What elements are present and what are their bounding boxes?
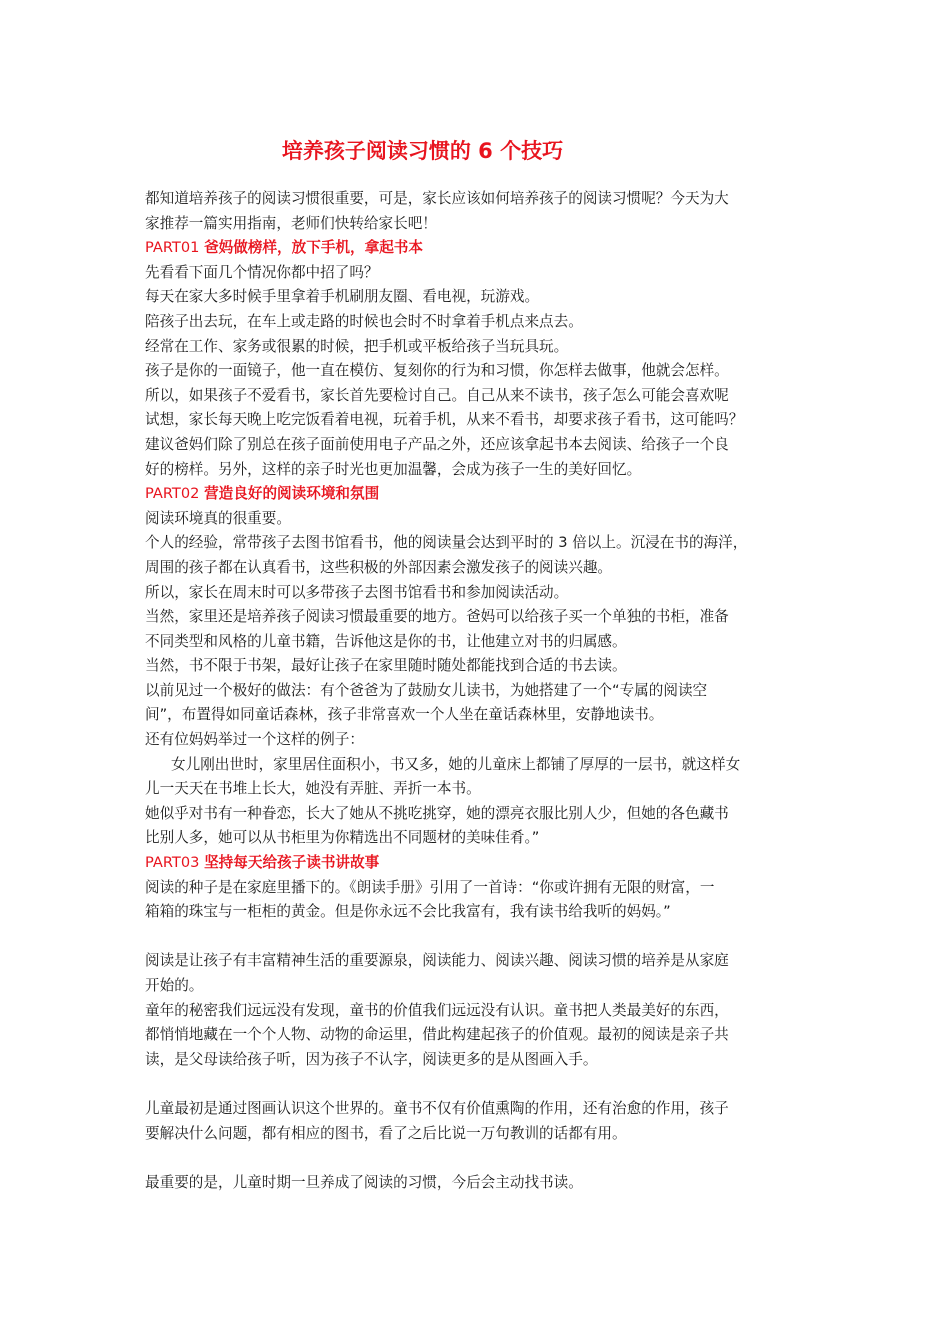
paragraph-line: 个人的经验，常带孩子去图书馆看书，他的阅读量会达到平时的 3 倍以上。沉浸在书的海洋， xyxy=(145,534,748,552)
paragraph-line: 所以，如果孩子不爱看书，家长首先要检讨自己。自己从来不读书，孩子怎么可能会喜欢呢 xyxy=(145,386,729,404)
blank-line xyxy=(145,1146,820,1171)
paragraph-line: 先看看下面几个情况你都中招了吗？ xyxy=(145,263,379,281)
blank-line xyxy=(145,1072,820,1097)
paragraph-line: 建议爸妈们除了别总在孩子面前使用电子产品之外，还应该拿起书本去阅读、给孩子一个良 xyxy=(145,435,729,453)
quote-line: 儿一天天在书堆上长大，她没有弄脏、弄折一本书。 xyxy=(145,780,481,798)
section-heading-part01 xyxy=(145,236,820,261)
paragraph-line: 童年的秘密我们远远没有发现，童书的价值我们远远没有认识。童书把人类最美好的东西， xyxy=(145,1001,729,1019)
paragraph-line: 箱箱的珠宝与一柜柜的黄金。但是你永远不会比我富有，我有读书给我听的妈妈。” xyxy=(145,903,671,921)
paragraph-line: 所以，家长在周末时可以多带孩子去图书馆看书和参加阅读活动。 xyxy=(145,583,569,601)
section-title: 爸妈做榜样，放下手机，拿起书本 xyxy=(204,239,423,257)
paragraph-line: 陪孩子出去玩，在车上或走路的时候也会时不时拿着手机点来点去。 xyxy=(145,312,583,330)
paragraph-line: 试想，家长每天晚上吃完饭看着电视，玩着手机，从来不看书，却要求孩子看书，这可能吗？ xyxy=(145,411,744,429)
paragraph-line: 儿童最初是通过图画认识这个世界的。童书不仅有价值熏陶的作用，还有治愈的作用，孩子 xyxy=(145,1099,729,1117)
intro-line: 家推荐一篇实用指南，老师们快转给家长吧！ xyxy=(145,214,437,232)
quote-line: 她似乎对书有一种眷恋，长大了她从不挑吃挑穿，她的漂亮衣服比别人少，但她的各色藏书 xyxy=(145,804,729,822)
paragraph-line: 当然，书不限于书架，最好让孩子在家里随时随处都能找到合适的书去读。 xyxy=(145,657,627,675)
paragraph-line: 要解决什么问题，都有相应的图书，看了之后比说一万句教训的话都有用。 xyxy=(145,1124,627,1142)
blank-line xyxy=(145,925,820,950)
section-title: 坚持每天给孩子读书讲故事 xyxy=(204,854,380,872)
paragraph-line: 每天在家大多时候手里拿着手机刷朋友圈、看电视，玩游戏。 xyxy=(145,288,540,306)
intro-line: 都知道培养孩子的阅读习惯很重要，可是，家长应该如何培养孩子的阅读习惯呢？今天为大 xyxy=(145,190,729,207)
paragraph-line: 孩子是你的一面镜子，他一直在模仿、复刻你的行为和习惯，你怎样去做事，他就会怎样。 xyxy=(145,362,729,380)
quote-line: 比别人多，她可以从书柜里为你精选出不同题材的美味佳肴。” xyxy=(145,829,540,847)
section-tag: PART03 xyxy=(145,854,205,872)
section-tag: PART02 xyxy=(145,485,205,503)
paragraph-line: 阅读的种子是在家庭里播下的。《朗读手册》引用了一首诗：“你或许拥有无限的财富，一 xyxy=(145,878,715,896)
paragraph-line: 开始的。 xyxy=(145,977,204,994)
paragraph-line: 阅读环境真的很重要。 xyxy=(145,509,291,527)
quote-line: 女儿刚出世时，家里居住面积小，书又多，她的儿童床上都铺了厚厚的一层书，就这样女 xyxy=(171,755,741,773)
paragraph-line: 好的榜样。另外，这样的亲子时光也更加温馨，会成为孩子一生的美好回忆。 xyxy=(145,460,642,478)
paragraph-line: 经常在工作、家务或很累的时候，把手机或平板给孩子当玩具玩。 xyxy=(145,337,569,355)
paragraph-line: 当然，家里还是培养孩子阅读习惯最重要的地方。爸妈可以给孩子买一个单独的书柜，准备 xyxy=(145,608,729,626)
section-heading-part02 xyxy=(145,482,820,507)
section-tag: PART01 xyxy=(145,239,205,257)
paragraph-line: 不同类型和风格的儿童书籍，告诉他这是你的书，让他建立对书的归属感。 xyxy=(145,632,627,650)
article-body xyxy=(145,187,820,1195)
paragraph-line: 还有位妈妈举过一个这样的例子： xyxy=(145,731,364,749)
paragraph-line: 都悄悄地藏在一个个人物、动物的命运里，借此构建起孩子的价值观。最初的阅读是亲子共 xyxy=(145,1026,729,1044)
paragraph-line: 读，是父母读给孩子听，因为孩子不认字，阅读更多的是从图画入手。 xyxy=(145,1050,598,1068)
paragraph-line: 以前见过一个极好的做法：有个爸爸为了鼓励女儿读书，为她搭建了一个“专属的阅读空 xyxy=(145,681,708,699)
section-title: 营造良好的阅读环境和氛围 xyxy=(204,485,380,503)
section-heading-part03 xyxy=(145,851,820,876)
paragraph-line: 最重要的是，儿童时期一旦养成了阅读的习惯，今后会主动找书读。 xyxy=(145,1173,583,1191)
paragraph-line: 间”，布置得如同童话森林，孩子非常喜欢一个人坐在童话森林里，安静地读书。 xyxy=(145,706,664,724)
page-title: 培养孩子阅读习惯的 6 个技巧 xyxy=(281,139,564,163)
paragraph-line: 阅读是让孩子有丰富精神生活的重要源泉，阅读能力、阅读兴趣、阅读习惯的培养是从家庭 xyxy=(145,952,729,970)
paragraph-line: 周围的孩子都在认真看书，这些积极的外部因素会激发孩子的阅读兴趣。 xyxy=(145,558,613,576)
